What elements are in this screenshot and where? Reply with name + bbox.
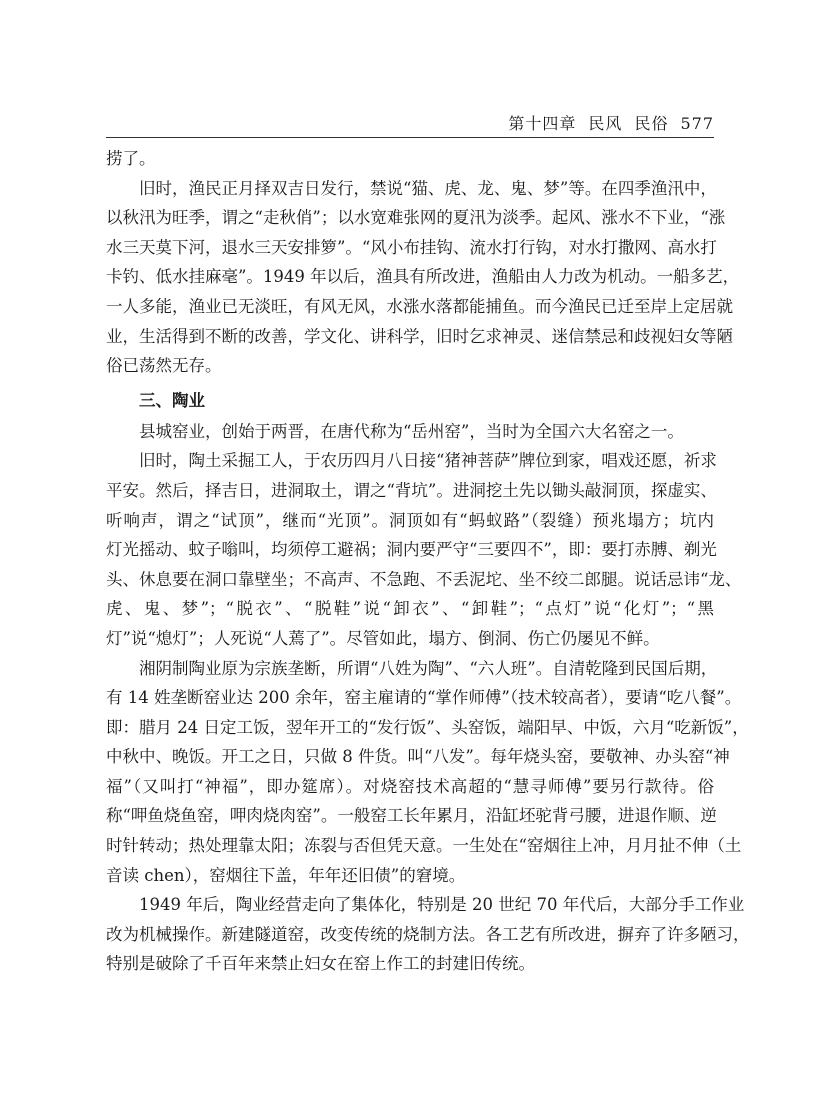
paragraph-line: 湘阴制陶业原为宗族垄断，所谓“八姓为陶”、“六人班”。自清乾隆到民国后期， xyxy=(139,658,718,678)
paragraph-line: 县城窑业，创始于两晋，在唐代称为“岳州窑”，当时为全国六大名窑之一。 xyxy=(139,421,684,441)
paragraph-line: 业，生活得到不断的改善，学文化、讲科学，旧时乞求神灵、迷信禁忌和歧视妇女等陋 xyxy=(106,326,733,346)
paragraph-line: 卡钓、低水挂麻毫”。1949 年以后，渔具有所改进，渔船由人力改为机动。一船多艺， xyxy=(106,267,740,287)
paragraph-line: 改为机械操作。新建隧道窑，改变传统的烧制方法。各工艺有所改进，摒弃了许多陋习， xyxy=(106,924,750,944)
body-text xyxy=(106,144,750,979)
paragraph-line: 1949 年后，陶业经营走向了集体化，特别是 20 世纪 70 年代后，大部分手工作业 xyxy=(139,895,745,915)
header-rule xyxy=(106,137,714,138)
paragraph-line: 一人多能，渔业已无淡旺，有风无风，水涨水落都能捕鱼。而今渔民已迁至岸上定居就 xyxy=(106,296,733,316)
paragraph-line: 福”（又叫打“神福”，即办筵席）。对烧窑技术高超的“慧寻师傅”要另行款待。俗 xyxy=(106,776,714,796)
paragraph-line: 平安。然后，择吉日，进洞取土，谓之“背坑”。进洞挖土先以锄头敲洞顶，探虚实、 xyxy=(106,480,717,500)
paragraph-line: 时针转动；热处理靠太阳；冻裂与否但凭天意。一生处在“窑烟往上冲，月月扯不伸（土 xyxy=(106,836,742,856)
paragraph-line: 以秋汛为旺季，谓之“走秋俏”；以水宽难张网的夏汛为淡季。起风、涨水不下业，“涨 xyxy=(106,208,726,228)
paragraph-line: 灯”说“熄灯”；人死说“人蔫了”。尽管如此，塌方、倒洞、伤亡仍屡见不鲜。 xyxy=(106,628,660,648)
paragraph-line: 俗已荡然无存。 xyxy=(106,356,222,376)
paragraph-line: 有 14 姓垄断窑业达 200 余年，窑主雇请的“掌作师傅”（技术较高者），要请“吃八餐”。 xyxy=(106,688,742,708)
paragraph-line: 中秋中、晚饭。开工之日，只做 8 件货。叫“八发”。每年烧头窑，要敬神、办头窑“神 xyxy=(106,747,730,767)
section-heading: 三、陶业 xyxy=(139,390,205,410)
paragraph-line: 捞了。 xyxy=(106,149,156,168)
paragraph-line: 音读 chen），窑烟往下盖，年年还旧债”的窘境。 xyxy=(106,865,466,885)
paragraph-line: 即：腊月 24 日定工饭，翌年开工的“发行饭”、头窑饭，端阳早、中饭，六月“吃新饭”， xyxy=(106,717,749,737)
paragraph-line: 旧时，渔民正月择双吉日发行，禁说“猫、虎、龙、鬼、梦”等。在四季渔汛中， xyxy=(139,178,717,198)
paragraph-line: 灯光摇动、蚊子嗡叫，均须停工避祸；洞内要严守“三要四不”，即：要打赤膊、剃光 xyxy=(106,540,717,560)
running-header xyxy=(106,112,714,136)
page-number: 577 xyxy=(680,114,714,133)
paragraph-line: 特别是破除了千百年来禁止妇女在窑上作工的封建旧传统。 xyxy=(106,954,535,974)
paragraph-line: 水三天莫下河，退水三天安排箩”。“风小布挂钩、流水打行钩，对水打撒网、高水打 xyxy=(106,237,717,257)
chapter-label: 第十四章 xyxy=(508,114,577,133)
section-label-b: 民俗 xyxy=(634,114,669,133)
paragraph-line: 头、休息要在洞口靠壁坐；不高声、不急跑、不丢泥坨、坐不绞二郎腿。说话忌讳“龙、 xyxy=(106,569,742,589)
paragraph-line: 旧时，陶土采掘工人，于农历四月八日接“猪神菩萨”牌位到家，唱戏还愿，祈求 xyxy=(139,451,717,471)
paragraph-line: 听响声，谓之“试顶”，继而“光顶”。洞顶如有“蚂蚁路”（裂缝）预兆塌方；坑内 xyxy=(106,510,714,530)
paragraph-line: 称“呷鱼烧鱼窑，呷肉烧肉窑”。一般窑工长年累月，沿缸坯驼背弓腰，进退作顺、逆 xyxy=(106,806,717,826)
section-label-a: 民风 xyxy=(588,114,623,133)
paragraph-line: 虎、鬼、梦”；“脱衣”、“脱鞋”说“卸衣”、“卸鞋”；“点灯”说“化灯”；“黑 xyxy=(106,599,714,619)
